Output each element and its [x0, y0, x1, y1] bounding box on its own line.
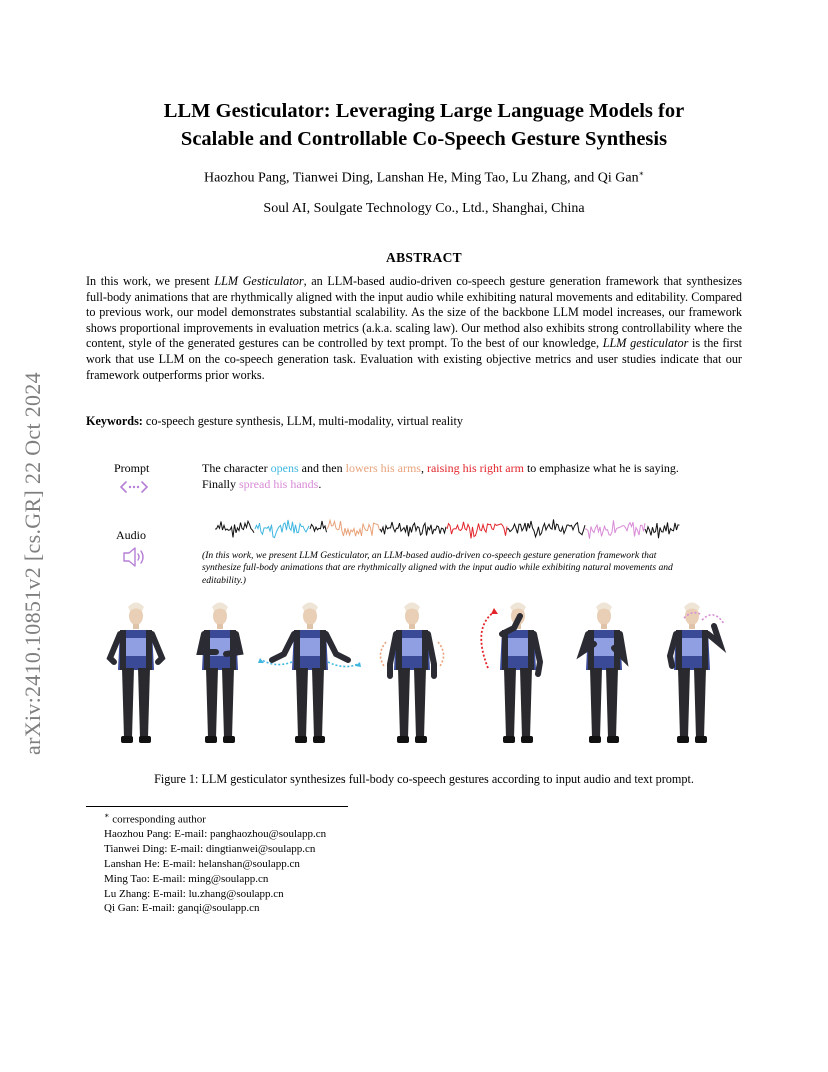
character-1 [110, 603, 162, 744]
audio-waveform [215, 512, 680, 546]
footnote-email: Lu Zhang: E-mail: lu.zhang@soulapp.cn [104, 887, 284, 900]
prompt-text [202, 460, 702, 492]
abstract-emphasis-1: LLM Gesticulator [214, 274, 304, 288]
prompt-raising: raising his right arm [426, 461, 524, 475]
audio-transcript: (In this work, we present LLM Gesticulator, an LLM-based audio-driven co-speech gesture generation framework that synthesize full-body animations that are rhythmically aligned with the input audio while exhibiting natural movements and editability.) [202, 550, 673, 586]
character-2 [200, 603, 240, 744]
waveform-segment [215, 521, 254, 537]
waveform-segment [327, 520, 380, 536]
prompt-segment: to emphasize what he is saying. Finally [202, 461, 679, 491]
footnote-email: Haozhou Pang: E-mail: panghaozhou@soulapp.cn [104, 828, 327, 841]
prompt-spread: spread his hands [239, 477, 319, 491]
affiliation: Soul AI, Soulgate Technology Co., Ltd., Shanghai, China [263, 201, 585, 216]
footnotes [104, 809, 704, 916]
abstract-heading: ABSTRACT [386, 250, 462, 265]
author-list [86, 169, 762, 187]
waveform-segment [310, 521, 327, 532]
paper-title [86, 97, 762, 153]
audio-label: Audio [116, 528, 146, 542]
character-4 [380, 603, 443, 744]
footnote-mark: ∗ [104, 811, 110, 820]
waveform-segment [447, 522, 507, 539]
waveform-segment [380, 522, 446, 536]
title-line-1: LLM Gesticulator: Leveraging Large Language Models for [163, 100, 685, 122]
footnote-email: Qi Gan: E-mail: ganqi@soulapp.cn [104, 902, 260, 915]
footnote-email: Lanshan He: E-mail: helanshan@soulapp.cn [104, 858, 300, 871]
keywords [86, 414, 742, 429]
abstract-text-3: is the first work that use LLM on the co-speech generation task. Evaluation with existing objective metrics and user studies indicate that our framework outperforms prior works. [86, 336, 742, 382]
waveform-segment [507, 519, 585, 536]
footnote-corresponding-text: corresponding author [109, 813, 206, 826]
character-5 [481, 603, 540, 744]
waveform-segment [255, 520, 309, 538]
title-line-2: Scalable and Controllable Co-Speech Gesture Synthesis [180, 128, 668, 150]
prompt-opens: opens [270, 461, 299, 475]
prompt-segment: and then [298, 461, 346, 475]
character-3 [258, 603, 361, 744]
footnote-email: Ming Tao: E-mail: ming@soulapp.cn [104, 872, 269, 885]
gesture-characters [100, 600, 740, 750]
abstract-emphasis-2: LLM gesticulator [602, 336, 689, 351]
keywords-label: Keywords: [86, 414, 143, 428]
abstract-text-2: , an LLM-based audio-driven co-speech gesture generation framework that synthesizes full-body animations that are rhythmically aligned with the input audio while exhibiting natural movements and editability. Compared to previous work, our model demonstrates substantial scalability. As the size of the backbone LLM model increases, our framework shows proportional improvements in evaluation metrics (a.k.a. scaling law). Our method also exhibits strong controllability where the content, style of the generated gestures can be controlled by text prompt. To the best of our knowledge, [86, 274, 742, 351]
waveform-segment [645, 522, 680, 538]
footnote-corresponding [104, 809, 704, 827]
prompt-lowers: lowers his arms [345, 461, 421, 475]
prompt-segment: , [420, 461, 427, 475]
prompt-segment: . [318, 477, 322, 491]
prompt-segment: The character [202, 461, 271, 475]
arxiv-identifier: arXiv:2410.10851v2 [cs.GR] 22 Oct 2024 [20, 372, 45, 755]
waveform-segment [585, 520, 645, 538]
corresponding-mark: ∗ [638, 169, 645, 178]
abstract-body [86, 274, 742, 383]
arrow-expand-icon [119, 480, 149, 494]
keywords-text: co-speech gesture synthesis, LLM, multi-modality, virtual reality [142, 414, 463, 428]
footnote-rule [86, 806, 348, 807]
footnote-email: Tianwei Ding: E-mail: dingtianwei@soulapp.cn [104, 843, 316, 856]
speaker-icon [122, 546, 148, 568]
figure-caption: Figure 1: LLM gesticulator synthesizes full-body co-speech gestures according to input audio and text prompt. [154, 772, 694, 786]
character-7 [670, 603, 724, 744]
prompt-label: Prompt [114, 461, 150, 475]
character-6 [582, 603, 624, 744]
authors-text: Haozhou Pang, Tianwei Ding, Lanshan He, Ming Tao, Lu Zhang, and Qi Gan [203, 170, 639, 186]
abstract-text-1: In this work, we present [86, 274, 215, 288]
